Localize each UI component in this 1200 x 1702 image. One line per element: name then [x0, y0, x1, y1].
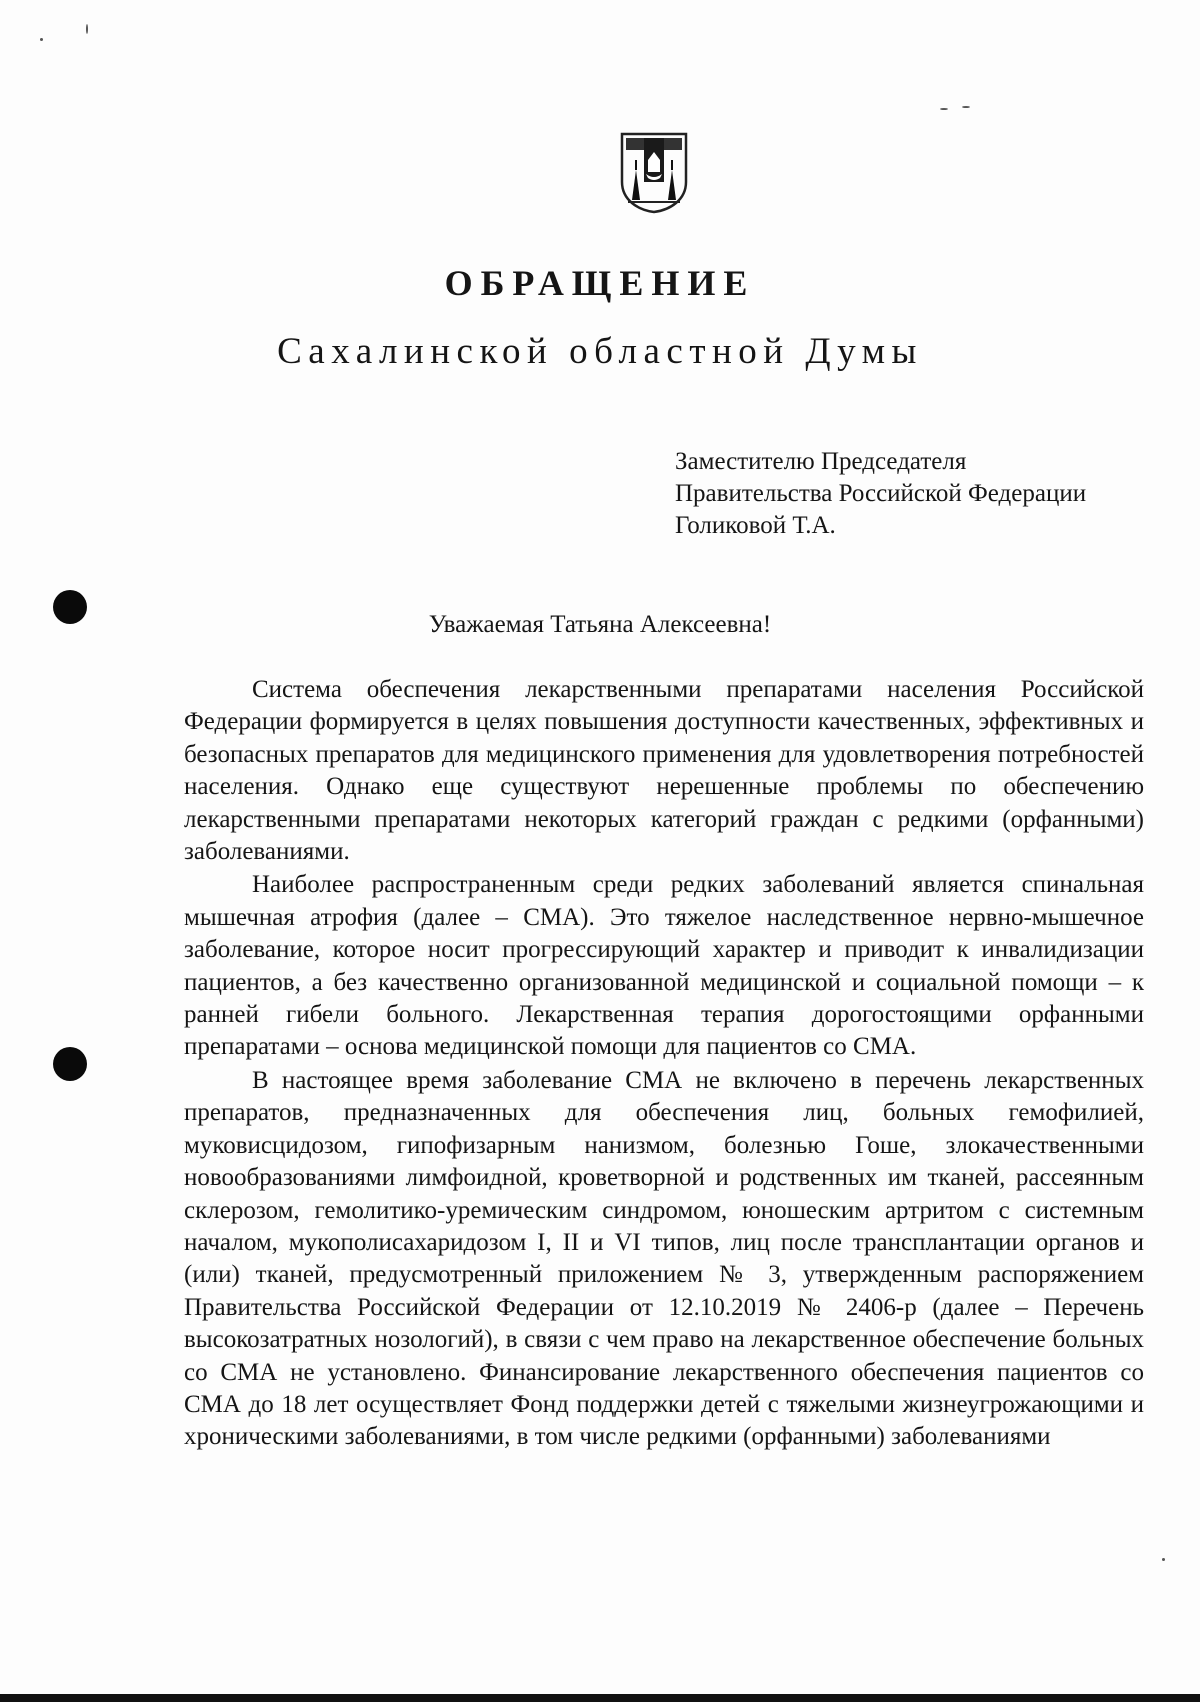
scan-speck — [1162, 1558, 1165, 1561]
body-paragraph: Наиболее распространенным среди редких заболеваний является спинальная мышечная атрофия (далее – СМА). Это тяжелое наследственное нервно-мышечное заболевание, которое носит прогрессирующий характер и приводит к инвалидизации пациентов, а без качественно организованной медицинской и социальной помощи – к ранней гибели больного. Лекарственная терапия дорогостоящими орфанными препаратами – основа медицинской помощи для пациентов со СМА. — [184, 871, 1144, 1061]
addressee-block — [675, 446, 1155, 542]
scan-bottom-edge — [0, 1694, 1200, 1702]
addressee-line: Заместителю Председателя — [675, 448, 967, 475]
document-subtitle: Сахалинской областной Думы — [277, 331, 923, 372]
salutation: Уважаемая Татьяна Алексеевна! — [428, 611, 772, 638]
addressee-line: Правительства Российской Федерации — [675, 480, 1087, 507]
scan-speck — [962, 106, 970, 108]
letter-body — [184, 674, 1144, 1455]
scan-speck — [940, 108, 948, 110]
scan-speck — [86, 24, 88, 34]
addressee-line: Голиковой Т.А. — [675, 512, 836, 539]
sakhalin-coat-of-arms-icon — [618, 130, 690, 214]
document-title: ОБРАЩЕНИЕ — [444, 263, 756, 303]
body-paragraph: Система обеспечения лекарственными препаратами населения Российской Федерации формируется в целях повышения доступности качественных, эффективных и безопасных препаратов для медицинского применения для удовлетворения потребностей населения. Однако еще существуют нерешенные проблемы по обеспечению лекарственными препаратами некоторых категорий граждан с редкими (орфанными) заболеваниями. — [184, 676, 1144, 866]
body-paragraph: В настоящее время заболевание СМА не включено в перечень лекарственных препаратов, предназначенных для обеспечения лиц, больных гемофилией, муковисцидозом, гипофизарным нанизмом, болезнью Гоше, злокачественными новообразованиями лимфоидной, кроветворной и родственных им тканей, рассеянным склерозом, гемолитико-уремическим синдромом, юношеским артритом с системным началом, мукополисахаридозом I, II и VI типов, лиц после трансплантации органов и (или) тканей, предусмотренный приложением № 3, утвержденным распоряжением Правительства Российской Федерации от 12.10.2019 № 2406-р (далее – Перечень высокозатратных нозологий), в связи с чем право на лекарственное обеспечение больных со СМА не установлено. Финансирование лекарственного обеспечения пациентов со СМА до 18 лет осуществляет Фонд поддержки детей с тяжелыми жизнеугрожающими и хроническими заболеваниями, в том числе редкими (орфанными) заболеваниями — [184, 1066, 1144, 1451]
scan-speck — [40, 38, 43, 41]
punch-hole-bottom — [53, 1047, 87, 1081]
